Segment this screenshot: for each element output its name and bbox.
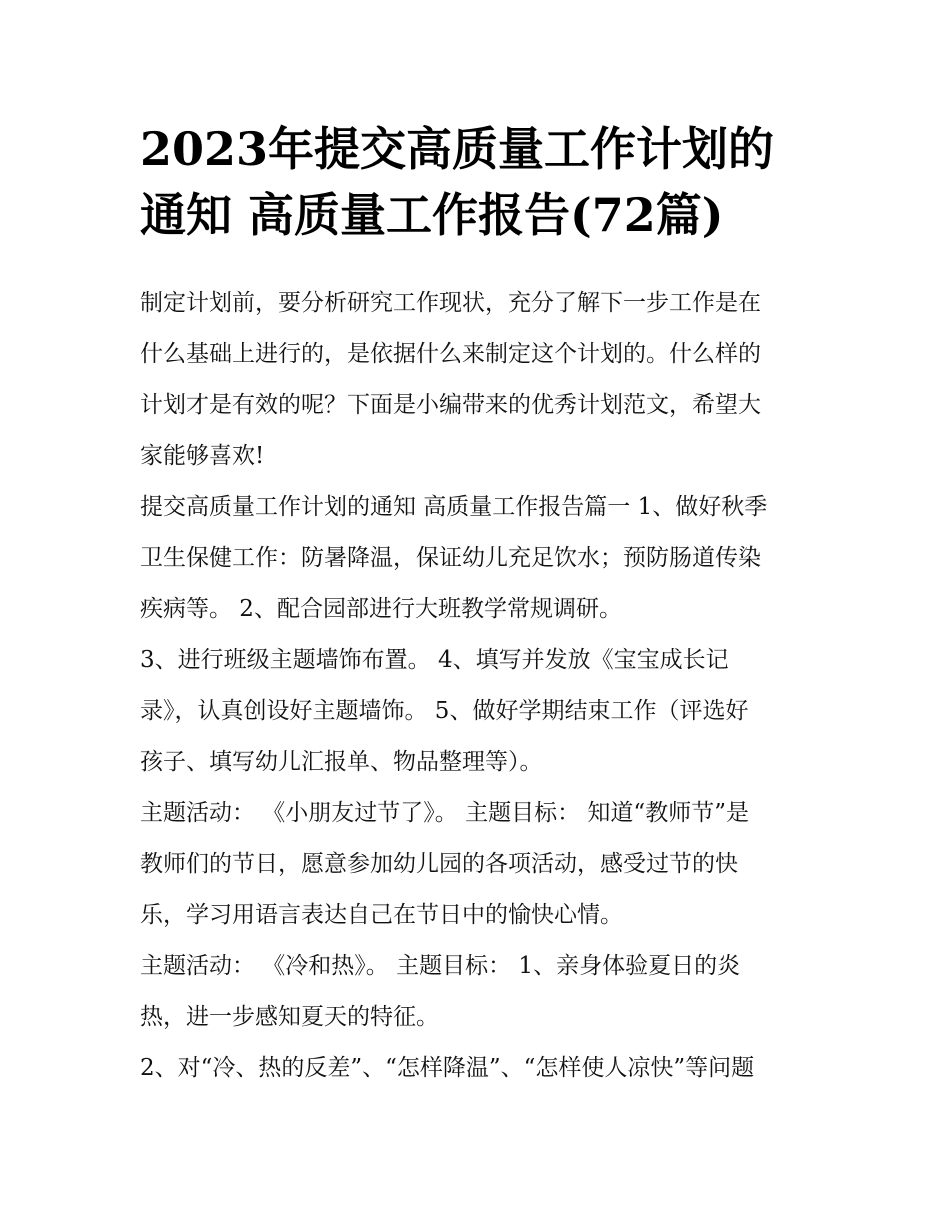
- text-line: 录》，认真创设好主题墙饰。 5、做好学期结束工作（评选好: [140, 698, 749, 724]
- text-line: 提交高质量工作计划的通知 高质量工作报告篇一 1、做好秋季: [140, 494, 768, 520]
- text-line: 家能够喜欢!: [140, 443, 265, 469]
- paragraph-theme-hot-cold: [140, 941, 820, 1043]
- text-line: 2、对“冷、热的反差”、“怎样降温”、“怎样使人凉快”等问题: [140, 1055, 755, 1081]
- text-line: 热，进一步感知夏天的特征。: [140, 1004, 439, 1030]
- text-line: 什么基础上进行的，是依据什么来制定这个计划的。什么样的: [140, 341, 761, 367]
- text-line: 主题活动： 《冷和热》。 主题目标： 1、亲身体验夏日的炎: [140, 953, 741, 979]
- document-title: [140, 116, 820, 248]
- text-line: 制定计划前，要分析研究工作现状，充分了解下一步工作是在: [140, 290, 761, 316]
- text-line: 乐，学习用语言表达自己在节日中的愉快心情。: [140, 902, 623, 928]
- paragraph-items: [140, 635, 820, 788]
- paragraph-theme-holiday: [140, 788, 820, 941]
- title-line: 通知 高质量工作报告(72篇): [140, 188, 724, 242]
- text-line: 3、进行班级主题墙饰布置。 4、填写并发放《宝宝成长记: [140, 647, 729, 673]
- text-line: 教师们的节日，愿意参加幼儿园的各项活动，感受过节的快: [140, 851, 738, 877]
- document-body: [140, 278, 820, 1094]
- title-line: 2023年提交高质量工作计划的: [140, 122, 775, 176]
- text-line: 主题活动： 《小朋友过节了》。 主题目标： 知道“教师节”是: [140, 800, 749, 826]
- text-line: 孩子、填写幼儿汇报单、物品整理等）。: [140, 749, 543, 775]
- text-line: 卫生保健工作：防暑降温，保证幼儿充足饮水；预防肠道传染: [140, 545, 761, 571]
- paragraph-intro: [140, 278, 820, 482]
- paragraph-questions: [140, 1043, 820, 1094]
- text-line: 疾病等。 2、配合园部进行大班教学常规调研。: [140, 596, 622, 622]
- paragraph-section-one: [140, 482, 820, 635]
- text-line: 计划才是有效的呢？下面是小编带来的优秀计划范文，希望大: [140, 392, 761, 418]
